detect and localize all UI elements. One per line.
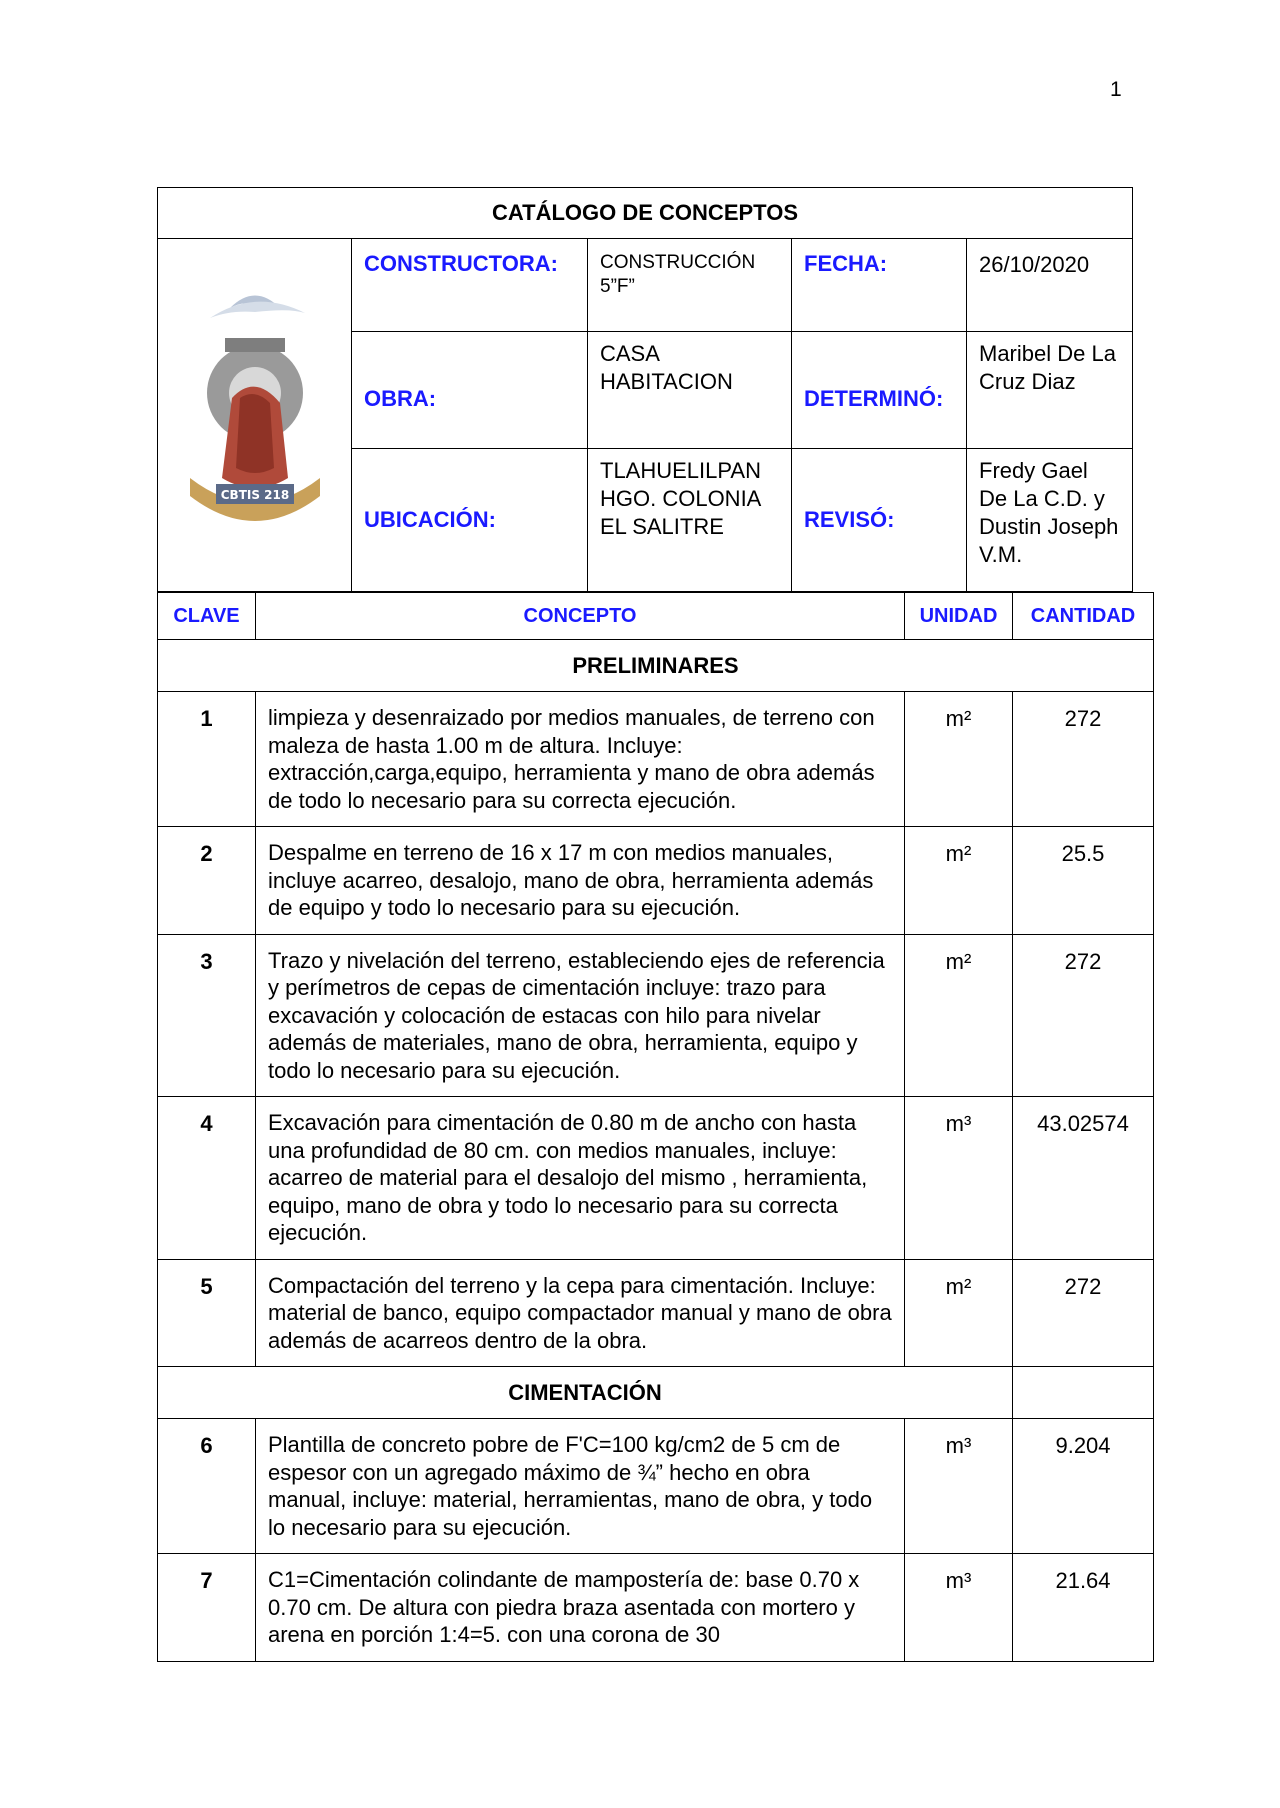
row-unidad: m³ (905, 1554, 1013, 1662)
row-concepto: Excavación para cimentación de 0.80 m de ancho con hasta una profundidad de 80 cm. con medios manuales, incluye: acarreo de material para el desalojo del mismo , herramienta, equipo, mano de obra y todo lo necesario para su correcta ejecución. (256, 1097, 905, 1260)
header-concepto: CONCEPTO (256, 593, 905, 640)
cbtis-logo (170, 278, 340, 548)
row-unidad: m² (905, 934, 1013, 1097)
table-row (158, 692, 1154, 827)
row-clave: 7 (158, 1554, 256, 1662)
header-clave: CLAVE (158, 593, 256, 640)
row-cantidad: 21.64 (1013, 1554, 1154, 1662)
page-number: 1 (1110, 78, 1122, 101)
row-clave: 5 (158, 1259, 256, 1367)
section-empty-cell (1013, 1367, 1154, 1419)
row-unidad: m² (905, 1259, 1013, 1367)
fecha-value: 26/10/2020 (967, 239, 1133, 332)
row-unidad: m² (905, 827, 1013, 935)
logo-cell (158, 239, 352, 592)
determino-value: Maribel De La Cruz Diaz (967, 332, 1133, 449)
determino-label: DETERMINÓ: (792, 332, 967, 449)
table-row (158, 934, 1154, 1097)
table-row (158, 1419, 1154, 1554)
svg-text:CBTIS 218: CBTIS 218 (220, 487, 289, 502)
catalog-title: CATÁLOGO DE CONCEPTOS (158, 188, 1133, 239)
row-clave: 1 (158, 692, 256, 827)
constructora-value: CONSTRUCCIÓN 5”F” (588, 239, 792, 332)
row-concepto: limpieza y desenraizado por medios manuales, de terreno con maleza de hasta 1.00 m de altura. Incluye: extracción,carga,equipo, herramienta y mano de obra además de todo lo necesario para su correcta ejecución. (256, 692, 905, 827)
ubicacion-value: TLAHUELILPAN HGO. COLONIA EL SALITRE (588, 449, 792, 592)
table-row (158, 1097, 1154, 1260)
obra-label: OBRA: (352, 332, 588, 449)
row-concepto: Plantilla de concreto pobre de F'C=100 kg/cm2 de 5 cm de espesor con un agregado máximo de ¾” hecho en obra manual, incluye: material, herramientas, mano de obra, y todo lo necesario para su ejecución. (256, 1419, 905, 1554)
row-cantidad: 272 (1013, 934, 1154, 1097)
ubicacion-label: UBICACIÓN: (352, 449, 588, 592)
row-clave: 6 (158, 1419, 256, 1554)
row-clave: 4 (158, 1097, 256, 1260)
row-unidad: m³ (905, 1419, 1013, 1554)
header-unidad: UNIDAD (905, 593, 1013, 640)
header-cantidad: CANTIDAD (1013, 593, 1154, 640)
constructora-label: CONSTRUCTORA: (352, 239, 588, 332)
row-unidad: m³ (905, 1097, 1013, 1260)
header-table (157, 187, 1133, 592)
row-concepto: Trazo y nivelación del terreno, estableciendo ejes de referencia y perímetros de cepas de cimentación incluye: trazo para excavación y colocación de estacas con hilo para nivelar además de materiales, mano de obra, herramienta, equipo y todo lo necesario para su ejecución. (256, 934, 905, 1097)
obra-value: CASA HABITACION (588, 332, 792, 449)
row-cantidad: 43.02574 (1013, 1097, 1154, 1260)
row-concepto: Compactación del terreno y la cepa para cimentación. Incluye: material de banco, equipo compactador manual y mano de obra además de acarreos dentro de la obra. (256, 1259, 905, 1367)
section-cimentacion: CIMENTACIÓN (158, 1367, 1013, 1419)
row-cantidad: 25.5 (1013, 827, 1154, 935)
row-cantidad: 272 (1013, 1259, 1154, 1367)
table-row (158, 1554, 1154, 1662)
section-preliminares: PRELIMINARES (158, 640, 1154, 692)
concepts-table (157, 592, 1154, 1662)
table-row (158, 1259, 1154, 1367)
row-cantidad: 272 (1013, 692, 1154, 827)
fecha-label: FECHA: (792, 239, 967, 332)
row-clave: 2 (158, 827, 256, 935)
row-clave: 3 (158, 934, 256, 1097)
table-row (158, 827, 1154, 935)
row-concepto: C1=Cimentación colindante de mampostería de: base 0.70 x 0.70 cm. De altura con piedra braza asentada con mortero y arena en porción 1:4=5. con una corona de 30 (256, 1554, 905, 1662)
row-cantidad: 9.204 (1013, 1419, 1154, 1554)
reviso-value: Fredy Gael De La C.D. y Dustin Joseph V.M. (967, 449, 1133, 592)
row-unidad: m² (905, 692, 1013, 827)
reviso-label: REVISÓ: (792, 449, 967, 592)
row-concepto: Despalme en terreno de 16 x 17 m con medios manuales, incluye acarreo, desalojo, mano de obra, herramienta además de equipo y todo lo necesario para su ejecución. (256, 827, 905, 935)
